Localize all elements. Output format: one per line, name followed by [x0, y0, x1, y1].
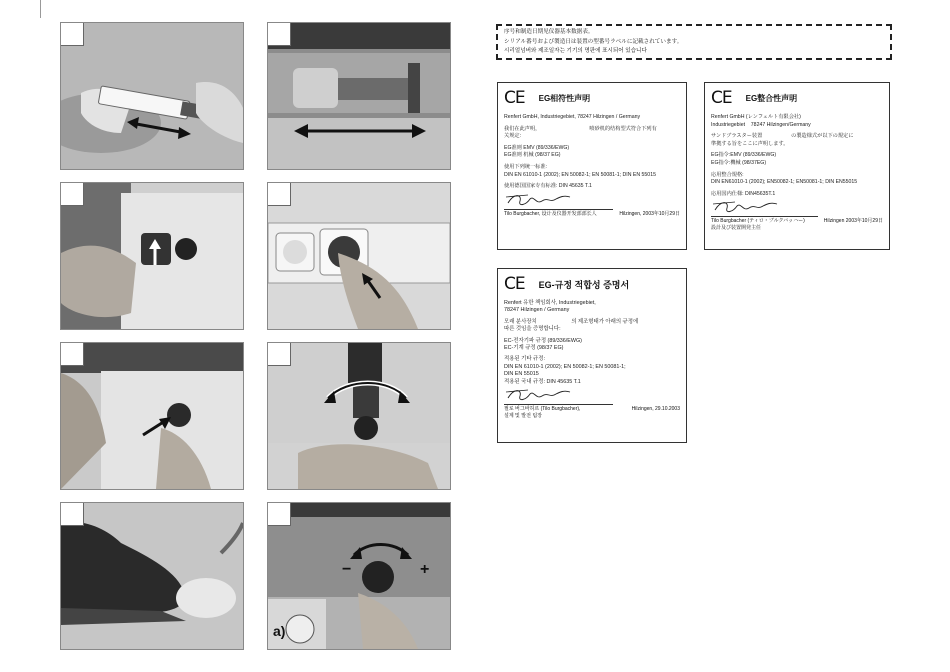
place-date: Hilzingen, 29.10.2003 [631, 406, 680, 413]
photo-step-1-image [61, 23, 243, 169]
step-number-box [61, 23, 84, 46]
declaration-line: DIN EN 55015 [504, 371, 539, 378]
step-number-box [268, 23, 291, 46]
signature-scribble [711, 198, 791, 216]
declaration-line: DIN EN 61010-1 (2002); EN 50082-1; EN 50081-1; DIN EN 55015 [504, 171, 656, 178]
declaration-title: EG相符性声明 [538, 93, 591, 103]
photo-step-5-image [61, 343, 243, 489]
declaration-line: Industriegebiet 78247 Hilzingen/Germany [711, 121, 811, 128]
signature-scribble [504, 191, 584, 209]
signatory: Tilo Burgbacher, 设计及仪器开发部部长人 [504, 210, 597, 217]
signatory: Tilo Burgbacher (ティロ・ブルクバッハー) 設計及び装置開発主任 [711, 218, 805, 232]
declaration-line: 使用下列统一标准: [504, 163, 547, 170]
page-edge-mark [40, 0, 41, 18]
place-date: Hilzingen, 2003年10月29日 [619, 210, 680, 217]
signature [504, 191, 680, 209]
declaration-line: Renfert GmbH (レンフェルト有限会社) [711, 114, 801, 120]
signature-line [504, 404, 613, 405]
serial-number-notice [496, 24, 892, 60]
photo-step-2 [267, 22, 451, 170]
plus-sign: + [420, 561, 430, 578]
declaration-line: 적용된 기타 규정: [504, 356, 545, 363]
notice-line-korean: 시리얼넘버와 제조일자는 기기의 명판에 표시되어 있습니다 [504, 48, 647, 54]
photo-step-7-image [61, 503, 243, 649]
declaration-line: サンドブラスター装置 の製造様式が以下の規定に [711, 133, 854, 140]
declaration-line: DIN EN 61010-1 (2002); EN 50082-1; EN 50081-1; [504, 363, 626, 370]
declaration-line: 78247 Hilzingen / Germany [504, 307, 570, 314]
photo-step-5 [60, 342, 244, 490]
declaration-line: 準拠する旨をここに声明します。 [711, 140, 789, 147]
declaration-line: EG准则 EMV (89/336/EWG) [504, 144, 570, 151]
ce-mark: CE [711, 88, 732, 108]
photo-step-3 [60, 182, 244, 330]
declaration-line: EC-기계 규정 (98/37 EG) [504, 345, 564, 352]
declaration-line: 応用整合規格: [711, 171, 744, 178]
declaration-line: 我们在此声明， 喷砂机的结构型式符合下列有 [504, 125, 657, 132]
place-date: Hilzingen 2003年10月29日 [823, 218, 883, 225]
declaration-body [504, 114, 680, 191]
step-number-box [268, 503, 291, 526]
declaration-line: EG准则 机械 (98/37 EG) [504, 152, 561, 159]
declaration-line: EC-전자기파 규정 (89/336/EWG) [504, 337, 582, 344]
declaration-korean [497, 268, 687, 443]
step-number-box [268, 183, 291, 206]
ce-mark: CE [504, 88, 525, 108]
notice-line-chinese: 序号和制造日期见仪器基本数据表。 [504, 29, 594, 35]
declaration-title: EG-규정 적합성 증명서 [538, 279, 630, 290]
declaration-line: Renfert 유한 책임회사, Industriegebiet, [504, 300, 596, 306]
photo-sub-label: a) [273, 623, 286, 639]
declaration-line: 応用国内仕様: DIN45635T.1 [711, 190, 776, 197]
photo-step-4-image [268, 183, 450, 329]
declaration-body [711, 114, 883, 198]
photo-step-8 [267, 502, 451, 650]
photo-step-2-image [268, 23, 450, 169]
step-number-box [268, 343, 291, 366]
photo-step-3-image [61, 183, 243, 329]
declaration-chinese [497, 82, 687, 250]
minus-sign: − [342, 561, 352, 578]
declaration-line: 적용된 국내 규정: DIN 45635 T.1 [504, 378, 581, 385]
declaration-line: 使用德国国家专有标准: DIN 45635 T.1 [504, 183, 592, 190]
step-number-box [61, 183, 84, 206]
declaration-line: EG指令:機械 (98/37EG) [711, 159, 767, 166]
declaration-line: DIN EN61010-1 (2002); EN50082-1; EN50081-1; DIN EN55015 [711, 179, 858, 186]
declaration-body [504, 300, 680, 386]
photo-step-6-image [268, 343, 450, 489]
declaration-title: EG整合性声明 [745, 93, 798, 103]
signature [504, 386, 680, 404]
declaration-line: EG指令:EMV (89/336/EWG) [711, 152, 777, 159]
declaration-line: Renfert GmbH, Industriegebiet, 78247 Hilzingen / Germany [504, 114, 641, 120]
photo-step-6 [267, 342, 451, 490]
signature [711, 198, 883, 216]
photo-step-4 [267, 182, 451, 330]
declaration-line: 关规定: [504, 133, 522, 140]
step-number-box [61, 503, 84, 526]
declaration-line: 모래 분사장치 의 제조형태가 아래의 규정에 [504, 318, 639, 325]
declaration-japanese [704, 82, 890, 250]
notice-line-japanese: シリアル番号および製造日は装置の型番号ラベルに記載されています。 [504, 38, 683, 45]
photo-step-7 [60, 502, 244, 650]
declaration-line: 따른 것임을 증명합니다: [504, 326, 561, 333]
step-number-box [61, 343, 84, 366]
signature-scribble [504, 386, 584, 404]
ce-mark: CE [504, 274, 525, 294]
signatory: 필로 버그바허르 (Tilo Burgbacher), 설계 및 발전 팀장 [504, 406, 581, 420]
photo-step-1 [60, 22, 244, 170]
